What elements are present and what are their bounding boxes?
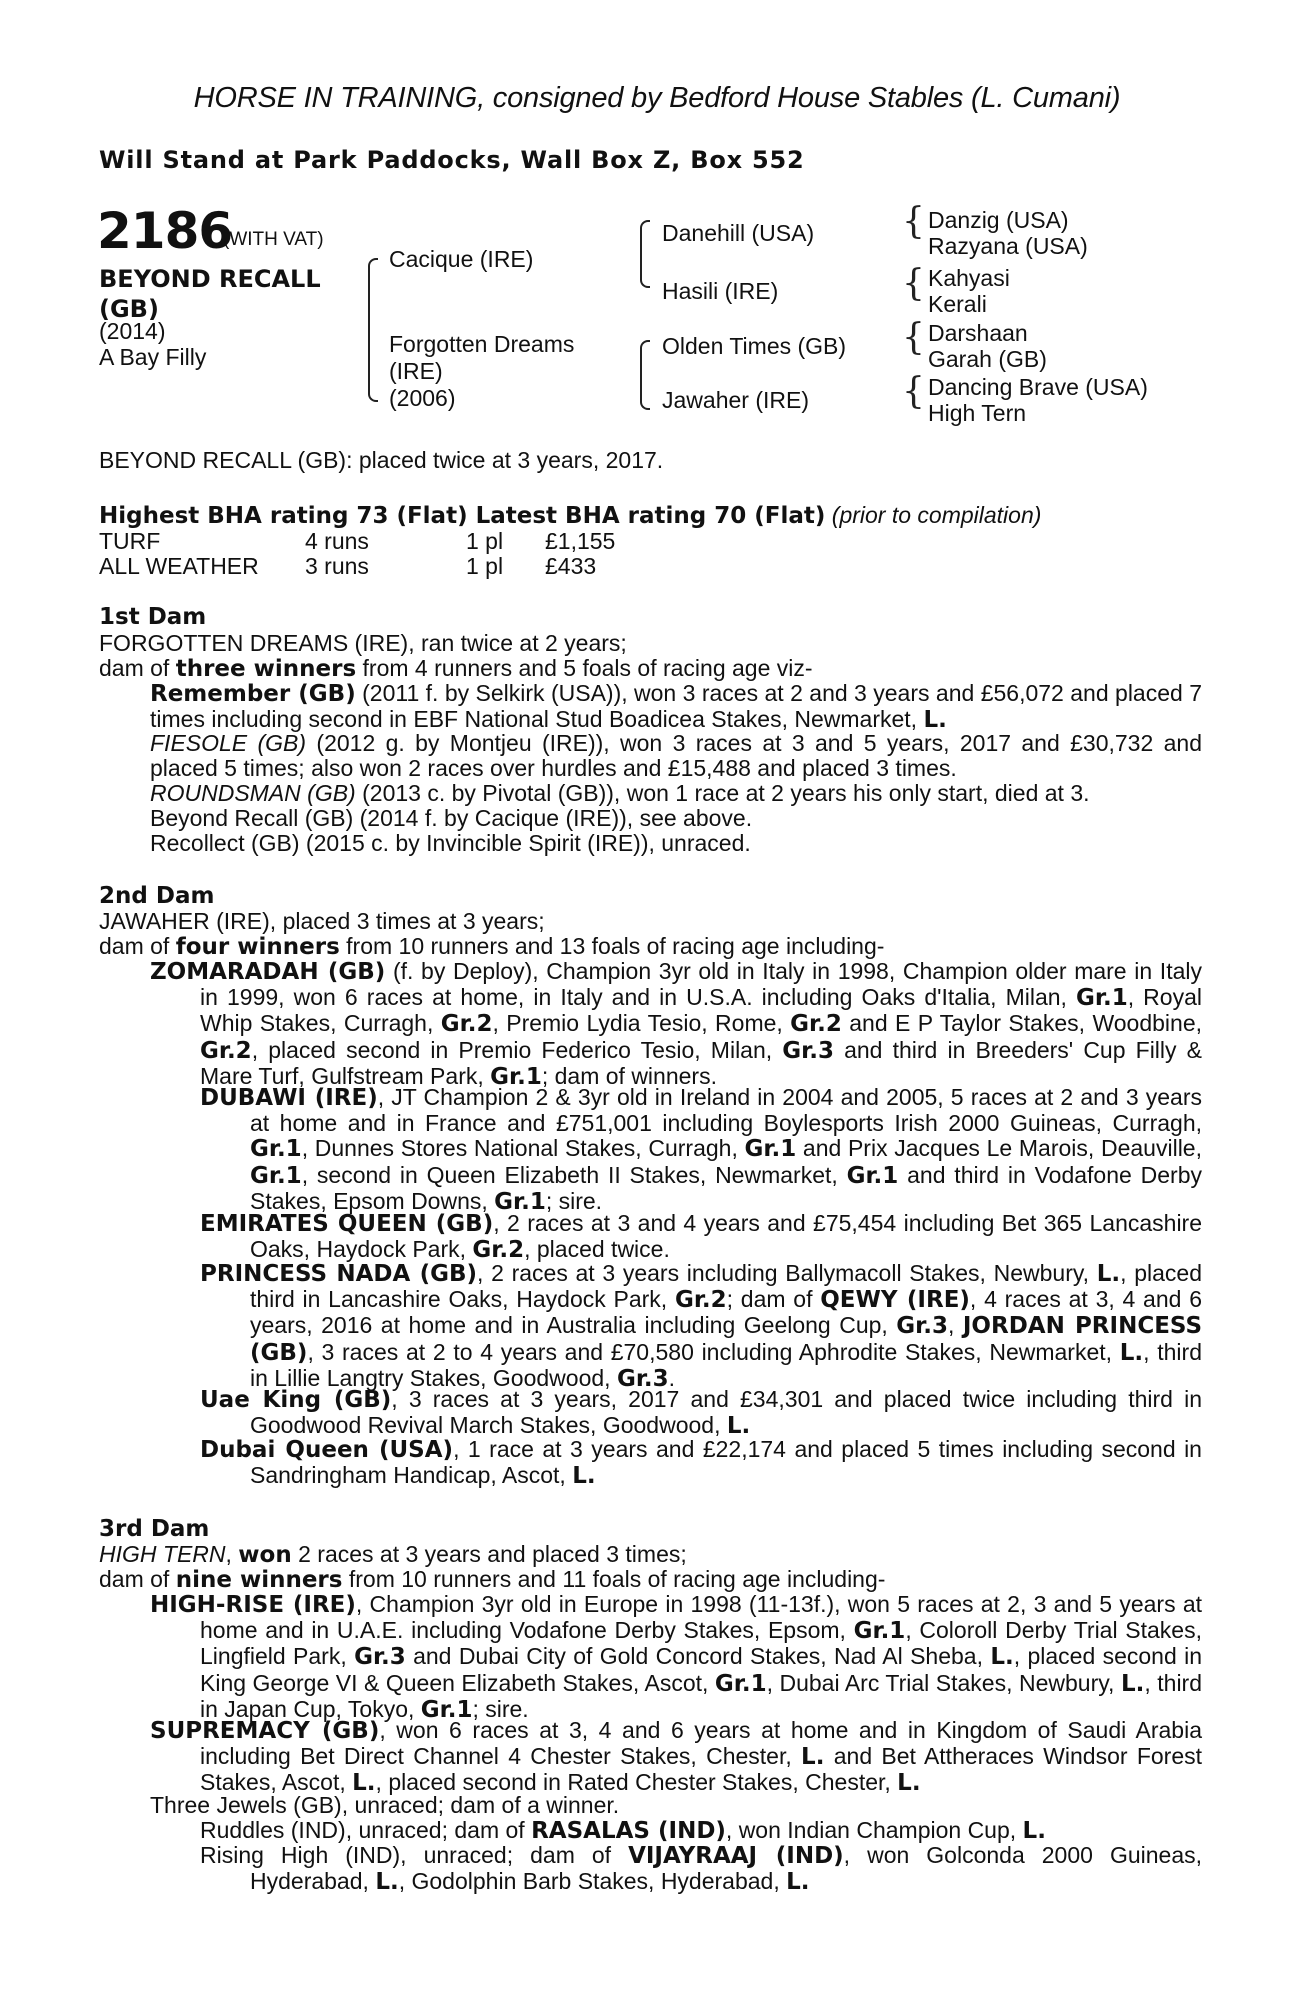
bha-ratings [99, 503, 1041, 529]
second-dam-heading: 2nd Dam [99, 883, 215, 909]
stand-location: Will Stand at Park Paddocks, Wall Box Z, Box 552 [99, 146, 805, 174]
progeny-name: DUBAWI (IRE) [200, 1085, 378, 1111]
horse-description: A Bay Filly [99, 344, 207, 370]
progeny-entry: EMIRATES QUEEN (GB), 2 races at 3 and 4 years and £75,454 including Bet 365 Lancashire Oaks, Haydock Park, Gr.2, placed twice. [200, 1210, 1203, 1264]
first-dam-line: FORGOTTEN DREAMS (IRE), ran twice at 2 years; [99, 630, 627, 656]
progeny-name: FIESOLE (GB) [150, 730, 307, 756]
pedigree-dam: Forgotten Dreams [389, 331, 575, 357]
progeny-name: SUPREMACY (GB) [150, 1718, 380, 1744]
progeny-entry: Rising High (IND), unraced; dam of VIJAYRAAJ (IND), won Golconda 2000 Guineas, Hyderabad, L., Godolphin Barb Stakes, Hyderabad, L. [200, 1842, 1203, 1896]
brace-decoration: { [902, 263, 925, 304]
progeny-name: Remember (GB) [150, 681, 356, 707]
progeny-name: PRINCESS NADA (GB) [200, 1261, 478, 1287]
progeny-name: ZOMARADAH (GB) [150, 959, 386, 985]
pedigree-ss-dam: Razyana (USA) [928, 233, 1088, 259]
third-dam-heading: 3rd Dam [99, 1516, 210, 1542]
placings: 1 pl [466, 553, 504, 579]
pedigree-dd-dam: High Tern [928, 400, 1027, 426]
horse-name: BEYOND RECALL (GB) [99, 265, 321, 323]
rating-note: (prior to compilation) [831, 502, 1042, 528]
pedigree-sd-sire: Kahyasi [928, 265, 1010, 291]
placings: 1 pl [466, 528, 504, 554]
progeny-entry: DUBAWI (IRE), JT Champion 2 & 3yr old in Ireland in 2004 and 2005, 5 races at 2 and 3 years at home and in France and £751,001 including Boylesports Irish 2000 Guineas, Curragh, Gr.1, Dunnes Stores National Stakes, Curragh, Gr.1 and Prix Jacques Le Marois, Deauville, Gr.1, second in Queen Elizabeth II Stakes, Newmarket, Gr.1 and third in Vodafone Derby Stakes, Epsom Downs, Gr.1; sire. [200, 1084, 1202, 1215]
progeny-entry: Dubai Queen (USA), 1 race at 3 years and £22,174 and placed 5 times including second in Sandringham Handicap, Ascot, L. [200, 1436, 1202, 1490]
progeny-entry: Recollect (GB) (2015 c. by Invincible Spirit (IRE)), unraced. [150, 830, 751, 856]
brace-decoration [640, 348, 642, 400]
brace-decoration [368, 392, 378, 402]
progeny-entry: SUPREMACY (GB), won 6 races at 3, 4 and 6 years at home and in Kingdom of Saudi Arabia including Bet Direct Channel 4 Chester Stakes, Chester, L. and Bet Attheraces Windsor Forest Stakes, Ascot, L., placed second in Rated Chester Stakes, Chester, L. [150, 1717, 1203, 1797]
surface: TURF [99, 528, 161, 554]
pedigree-sd-dam: Kerali [928, 291, 987, 317]
pedigree-dam-sire: Olden Times (GB) [662, 333, 847, 359]
rating-values: Highest BHA rating 73 (Flat) Latest BHA rating 70 (Flat) [99, 503, 826, 529]
pedigree-ds-dam: Garah (GB) [928, 346, 1047, 372]
progeny-name: HIGH-RISE (IRE) [150, 1592, 356, 1618]
year-of-birth: (2014) [99, 318, 166, 344]
second-dam-summary: dam of four winners from 10 runners and 13 foals of racing age including- [99, 933, 885, 960]
progeny-name: ROUNDSMAN (GB) [150, 780, 356, 806]
pedigree-ss-sire: Danzig (USA) [928, 207, 1069, 233]
brace-decoration: { [902, 201, 925, 242]
brace-decoration [640, 400, 650, 410]
progeny-entry: Three Jewels (GB), unraced; dam of a winner. [150, 1792, 620, 1818]
progeny-entry: HIGH-RISE (IRE), Champion 3yr old in Europe in 1998 (11-13f.), won 5 races at 2, 3 and 5 years at home and in U.A.E. including Vodafone Derby Stakes, Epsom, Gr.1, Coloroll Derby Trial Stakes, Lingfield Park, Gr.3 and Dubai City of Gold Concord Stakes, Nad Al Sheba, L., placed second in King George VI & Queen Elizabeth Stakes, Ascot, Gr.1, Dubai Arc Trial Stakes, Newbury, L., third in Japan Cup, Tokyo, Gr.1; sire. [150, 1591, 1203, 1723]
progeny-entry: Uae King (GB), 3 races at 3 years, 2017 and £34,301 and placed twice including third in Goodwood Revival March Stakes, Goodwood, L. [200, 1386, 1202, 1440]
progeny-entry: ZOMARADAH (GB) (f. by Deploy), Champion 3yr old in Italy in 1998, Champion older mare in Italy in 1999, won 6 races at home, in Italy and in U.S.A. including Oaks d'Italia, Milan, Gr.1, Royal Whip Stakes, Curragh, Gr.2, Premio Lydia Tesio, Rome, Gr.2 and E P Taylor Stakes, Woodbine, Gr.2, placed second in Premio Federico Tesio, Milan, Gr.3 and third in Breeders' Cup Filly & Mare Turf, Gulfstream Park, Gr.1; dam of winners. [150, 958, 1203, 1090]
pedigree-sire: Cacique (IRE) [389, 246, 534, 272]
brace-decoration: { [902, 371, 925, 412]
surface: ALL WEATHER [99, 553, 259, 579]
progeny-name: EMIRATES QUEEN (GB) [200, 1211, 494, 1237]
first-dam-heading: 1st Dam [99, 604, 207, 630]
progeny-entry: Beyond Recall (GB) (2014 f. by Cacique (IRE)), see above. [150, 805, 753, 831]
pedigree-dam-dam: Jawaher (IRE) [662, 387, 809, 413]
pedigree-dam-year: (2006) [389, 385, 456, 411]
pedigree-ds-sire: Darshaan [928, 320, 1028, 346]
brace-decoration [368, 266, 370, 392]
pedigree-sire-dam: Hasili (IRE) [662, 278, 779, 304]
brace-decoration [640, 228, 642, 278]
progeny-name: Dubai Queen (USA) [200, 1437, 454, 1463]
progeny-entry: FIESOLE (GB) (2012 g. by Montjeu (IRE)), won 3 races at 3 and 5 years, 2017 and £30,732 and placed 5 times; also won 2 races over hurdles and £15,488 and placed 3 times. [150, 730, 1202, 782]
pedigree-dd-sire: Dancing Brave (USA) [928, 374, 1148, 400]
progeny-entry: ROUNDSMAN (GB) (2013 c. by Pivotal (GB)), won 1 race at 2 years his only start, died at 3. [150, 780, 1090, 806]
progeny-entry: PRINCESS NADA (GB), 2 races at 3 years including Ballymacoll Stakes, Newbury, L., placed third in Lancashire Oaks, Haydock Park, Gr.2; dam of QEWY (IRE), 4 races at 3, 4 and 6 years, 2016 at home and in Australia including Geelong Cup, Gr.3, JORDAN PRINCESS (GB), 3 races at 2 to 4 years and £70,580 including Aphrodite Stakes, Newmarket, L., third in Lillie Langtry Stakes, Goodwood, Gr.3. [200, 1260, 1203, 1392]
lot-number: 2186 [97, 202, 233, 260]
prize-money: £433 [545, 553, 597, 579]
vat-note: (WITH VAT) [223, 229, 324, 250]
third-dam-summary: dam of nine winners from 10 runners and 11 foals of racing age including- [99, 1566, 886, 1593]
prize-money: £1,155 [545, 528, 616, 554]
brace-decoration [640, 278, 650, 288]
brace-decoration: { [902, 317, 925, 358]
first-dam-summary: dam of three winners from 4 runners and 5 foals of racing age viz- [99, 655, 813, 682]
runs: 4 runs [305, 528, 369, 554]
third-dam-line: HIGH TERN, won 2 races at 3 years and placed 3 times; [99, 1541, 687, 1568]
pedigree-sire-sire: Danehill (USA) [662, 220, 815, 246]
second-dam-line: JAWAHER (IRE), placed 3 times at 3 years; [99, 908, 545, 934]
progeny-name: Uae King (GB) [200, 1387, 392, 1413]
race-summary: BEYOND RECALL (GB): placed twice at 3 years, 2017. [99, 447, 664, 473]
pedigree-dam-country: (IRE) [389, 358, 443, 384]
consignment-line: HORSE IN TRAINING, consigned by Bedford House Stables (L. Cumani) [193, 82, 1121, 114]
runs: 3 runs [305, 553, 369, 579]
progeny-entry: Remember (GB) (2011 f. by Selkirk (USA)), won 3 races at 2 and 3 years and £56,072 and placed 7 times including second in EBF National Stud Boadicea Stakes, Newmarket, L. [150, 680, 1203, 734]
progeny-entry: Ruddles (IND), unraced; dam of RASALAS (IND), won Indian Champion Cup, L. [200, 1817, 1046, 1844]
